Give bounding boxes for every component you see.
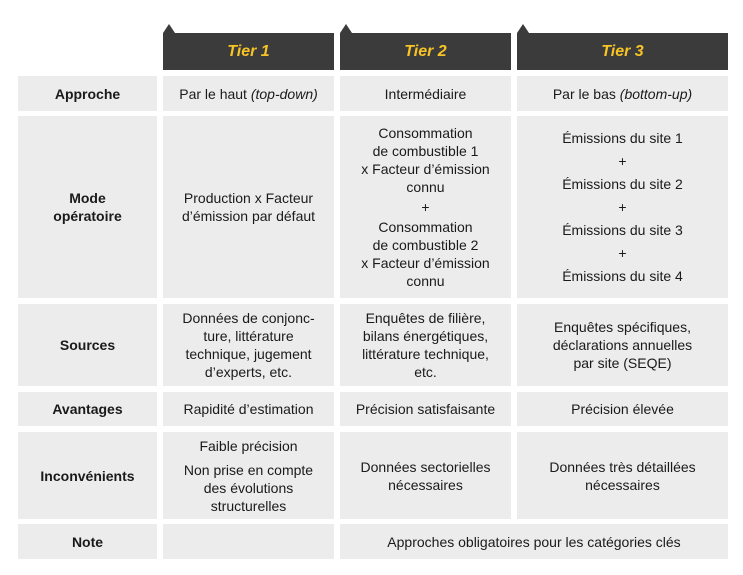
sources-tier2-line3: littérature technique,	[362, 346, 489, 362]
header-tier2	[340, 33, 511, 70]
mode-tier3-plus3: +	[618, 244, 627, 261]
inconvenients-tier1-line3: des évolutions	[203, 479, 294, 496]
approche-tier1-text	[179, 85, 318, 103]
inconvenients-tier2-line2: nécessaires	[388, 476, 463, 493]
mode-tier2-plus: +	[421, 199, 430, 215]
header-tier3-label: Tier 3	[601, 42, 644, 60]
mode-tier2	[340, 116, 511, 298]
mode-tier3-site2: Émissions du site 2	[562, 175, 683, 192]
approche-tier1-italic: (top-down)	[250, 85, 318, 102]
tier3-tab-marker	[517, 24, 529, 33]
avantages-tier3	[517, 392, 728, 426]
avantages-tier3-text: Précision élevée	[571, 401, 674, 417]
approche-tier1	[163, 76, 334, 111]
approche-tier2-text: Intermédiaire	[384, 85, 467, 102]
header-tier1-label: Tier 1	[227, 42, 270, 60]
sources-tier2	[340, 304, 511, 386]
mode-tier2-b2: de combustible 2	[372, 237, 479, 253]
row-label-mode-line1: Mode	[69, 190, 106, 206]
row-label-sources	[18, 304, 157, 386]
inconvenients-tier3	[517, 432, 728, 519]
row-label-note-text: Note	[71, 533, 104, 550]
mode-tier2-a4: connu	[406, 179, 445, 195]
row-label-mode-stack	[53, 189, 121, 225]
header-tier2-label: Tier 2	[404, 42, 447, 60]
tier2-tab-marker	[340, 24, 352, 33]
sources-tier1-line2: ture, littérature	[203, 328, 294, 344]
sources-tier1-line1: Données de conjonc-	[182, 310, 315, 326]
inconvenients-tier3-stack	[549, 458, 695, 494]
inconvenients-tier1-line2: Non prise en compte	[183, 461, 314, 478]
mode-tier3-site3: Émissions du site 3	[562, 221, 683, 238]
row-label-approche-text: Approche	[54, 85, 121, 102]
mode-tier3-site4: Émissions du site 4	[562, 267, 683, 284]
approche-tier3-text	[553, 85, 692, 103]
inconvenients-tier2-stack	[361, 458, 491, 494]
row-label-avantages-text: Avantages	[52, 401, 123, 417]
inconvenients-tier1-line4: structurelles	[210, 497, 287, 514]
note-tier2-tier3-text: Approches obligatoires pour les catégories clés	[387, 533, 681, 550]
sources-tier2-line2: bilans énergétiques,	[362, 328, 489, 344]
sources-tier3-line2: déclarations annuelles	[552, 337, 693, 353]
mode-tier3-plus1: +	[618, 152, 627, 169]
inconvenients-tier1-stack	[184, 437, 313, 515]
avantages-tier1	[163, 392, 334, 426]
inconvenients-tier2	[340, 432, 511, 519]
row-label-inconvenients	[18, 432, 157, 519]
approche-tier3-italic: (bottom-up)	[619, 85, 693, 102]
mode-tier3-site1: Émissions du site 1	[562, 129, 683, 146]
mode-tier2-a3: x Facteur d’émission	[361, 161, 490, 177]
mode-tier1-stack	[182, 189, 315, 225]
sources-tier2-line1: Enquêtes de filière,	[365, 310, 486, 326]
row-label-note	[18, 524, 157, 559]
avantages-tier2	[340, 392, 511, 426]
row-label-mode-line2: opératoire	[53, 208, 122, 224]
sources-tier1-line3: technique, jugement	[185, 346, 312, 362]
mode-tier2-a1: Consommation	[378, 125, 473, 141]
sources-tier3-line1: Enquêtes spécifiques,	[554, 319, 691, 335]
row-label-inconvenients-text: Inconvénients	[40, 467, 135, 484]
mode-tier2-b4: connu	[406, 273, 445, 289]
row-label-approche	[18, 76, 157, 111]
mode-tier2-stack	[361, 124, 489, 290]
mode-tier3-plus2: +	[618, 198, 627, 215]
mode-tier1-line1: Production x Facteur	[183, 190, 314, 206]
mode-tier1	[163, 116, 334, 298]
mode-tier2-b3: x Facteur d’émission	[361, 255, 490, 271]
sources-tier1-stack	[182, 309, 314, 381]
row-label-mode-operatoire	[18, 116, 157, 298]
inconvenients-tier3-line2: nécessaires	[585, 476, 660, 493]
approche-tier1-main: Par le haut	[179, 85, 247, 102]
approche-tier3-main: Par le bas	[552, 85, 616, 102]
sources-tier2-stack	[362, 309, 489, 381]
inconvenients-tier2-line1: Données sectorielles	[360, 458, 491, 475]
avantages-tier1-text: Rapidité d’estimation	[183, 401, 314, 417]
note-tier1	[163, 524, 334, 559]
header-tier1	[163, 33, 334, 70]
inconvenients-tier1	[163, 432, 334, 519]
sources-tier3	[517, 304, 728, 386]
sources-tier3-stack	[553, 318, 692, 372]
note-tier2-tier3	[340, 524, 728, 559]
mode-tier1-line2: d’émission par défaut	[181, 208, 316, 224]
sources-tier2-line4: etc.	[414, 364, 437, 380]
mode-tier3-stack	[562, 127, 683, 288]
avantages-tier2-text: Précision satisfaisante	[355, 401, 496, 417]
sources-tier1	[163, 304, 334, 386]
sources-tier1-line4: d’experts, etc.	[204, 364, 293, 380]
approche-tier3	[517, 76, 728, 111]
row-label-sources-text: Sources	[59, 337, 116, 353]
tier1-tab-marker	[163, 24, 175, 33]
approche-tier2	[340, 76, 511, 111]
header-tier3	[517, 33, 728, 70]
inconvenients-tier3-line1: Données très détaillées	[549, 458, 696, 475]
mode-tier3	[517, 116, 728, 298]
row-label-avantages	[18, 392, 157, 426]
sources-tier3-line3: par site (SEQE)	[573, 355, 672, 371]
mode-tier2-a2: de combustible 1	[372, 143, 479, 159]
inconvenients-tier1-line1: Faible précision	[199, 437, 298, 454]
mode-tier2-b1: Consommation	[378, 219, 473, 235]
